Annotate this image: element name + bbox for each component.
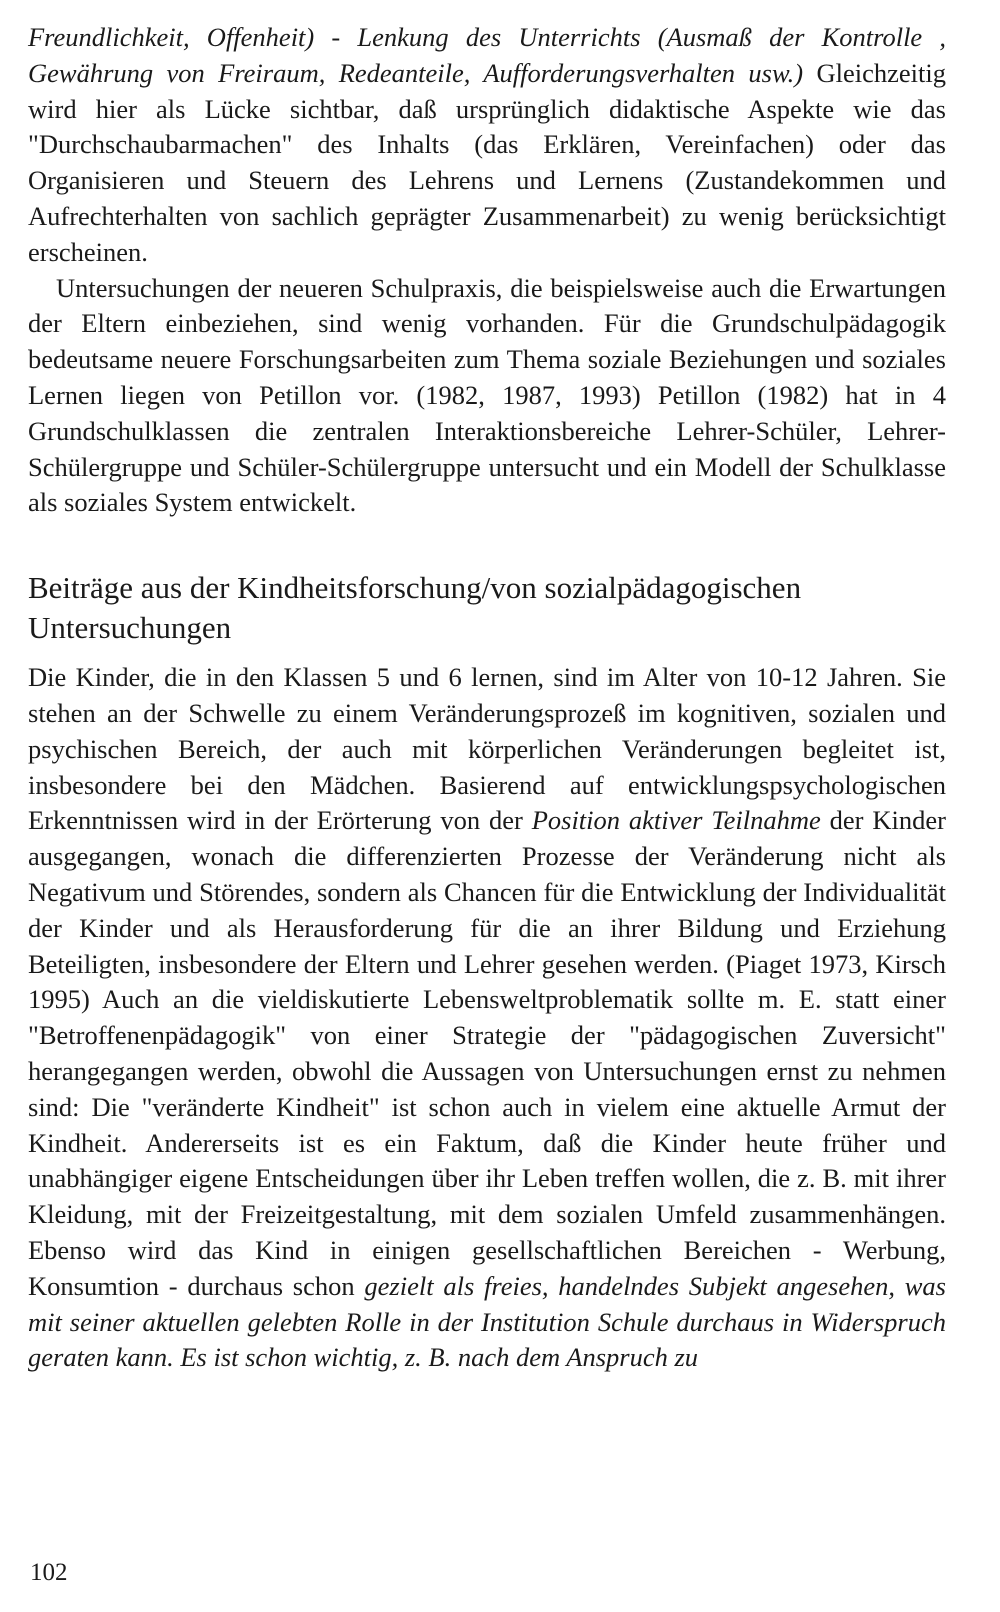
- paragraph-text: der Kinder ausgegangen, wonach die differenzierten Prozesse der Veränderung nicht als Negativum und Störendes, sondern als Chancen für die Entwicklung der Individualität der Kinder und als Herausforderung für die an ihrer Bildung und Erziehung Beteiligten, insbesondere der Eltern und Lehrer gesehen werden. (Piaget 1973, Kirsch 1995) Auch an die vieldiskutierte Lebensweltproblematik sollte m. E. statt einer "Betroffenenpädagogik" von einer Strategie der "pädagogischen Zuversicht" herangegangen werden, obwohl die Aussagen von Untersuchungen ernst zu nehmen sind: Die "veränderte Kindheit" ist schon auch in vielem eine aktuelle Armut der Kindheit. Andererseits ist es ein Faktum, daß die Kinder heute früher und unabhängiger eigene Entscheidungen über ihr Leben treffen wollen, die z. B. mit ihrer Kleidung, mit der Freizeitgestaltung, mit dem sozialen Umfeld zusammenhängen. Ebenso wird das Kind in einigen gesellschaftlichen Bereichen - Werbung, Konsumtion - durchaus schon: [28, 805, 946, 1301]
- italic-text: Position aktiver Teilnahme: [531, 805, 821, 836]
- paragraph-text: Gleichzeitig wird hier als Lücke sichtbar, daß ursprünglich didaktische Aspekte wie das "Durchschaubarmachen" des Inhalts (das Erklären, Vereinfachen) oder das Organisieren und Steuern des Lehrens und Lernens (Zustandekommen und Aufrechterhalten von sachlich geprägter Zusammenarbeit) zu wenig berücksichtigt erscheinen.: [28, 57, 947, 267]
- section-heading: Beiträge aus der Kindheitsforschung/von sozialpädagogischen Untersuchungen: [28, 570, 802, 646]
- paragraph-school-practice: [28, 271, 946, 522]
- paragraph-text: Die Kinder, die in den Klassen 5 und 6 lernen, sind im Alter von 10-12 Jahren. Sie stehen an der Schwelle zu einem Veränderungsprozeß im kognitiven, sozialen und psychischen Bereich, der auch mit körperlichen Veränderungen begleitet ist, insbesondere bei den Mädchen. Basierend auf entwicklungspsychologischen Erkenntnissen wird in der Erörterung von der: [28, 662, 946, 836]
- page-body: [28, 20, 946, 1376]
- page-number: 102: [30, 1559, 68, 1586]
- italic-text: gezielt als freies, handelndes Subjekt angesehen, was mit seiner aktuellen gelebten Rolle in der Institution Schule durchaus in Widerspruch geraten kann. Es ist schon wichtig, z. B. nach dem Anspruch zu: [28, 1270, 946, 1373]
- paragraph-text: Untersuchungen der neueren Schulpraxis, die beispielsweise auch die Erwartungen der Eltern einbeziehen, sind wenig vorhanden. Für die Grundschulpädagogik bedeutsame neuere Forschungsarbeiten zum Thema soziale Beziehungen und soziales Lernen liegen von Petillon vor. (1982, 1987, 1993) Petillon (1982) hat in 4 Grundschulklassen die zentralen Interaktionsbereiche Lehrer-Schüler, Lehrer-Schülergruppe und Schüler-Schülergruppe untersucht und ein Modell der Schulklasse als soziales System entwickelt.: [28, 272, 946, 518]
- italic-text: Freundlichkeit, Offenheit) - Lenkung des Unterrichts (Ausmaß der Kontrolle , Gewährung von Freiraum, Redeanteile, Aufforderungsverhalten usw.): [28, 22, 946, 88]
- paragraph-continuation: [28, 20, 946, 271]
- paragraph-childhood-research: [28, 660, 946, 1376]
